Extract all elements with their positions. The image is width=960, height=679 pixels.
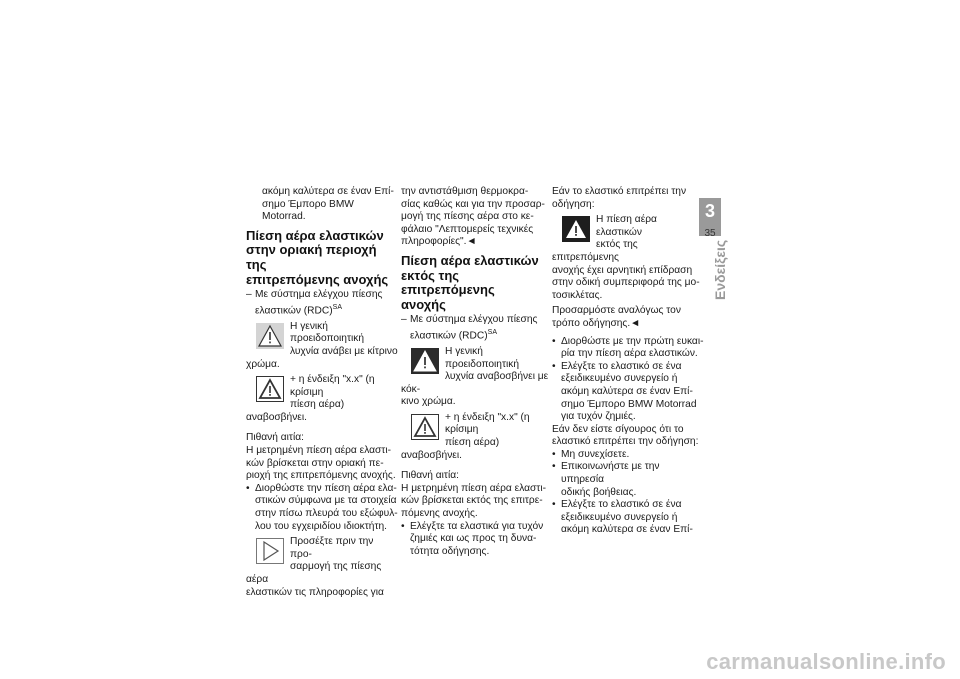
adjust-text: Προσαρμόστε αναλόγως τον τρόπο οδήγησης.◄ (552, 305, 681, 329)
page-number: 35 (704, 228, 716, 239)
tip-note: Προσέξτε πριν την προ- σαρμογή της πίεσης αέρα ελαστικών τις πληροφορίες για (246, 536, 384, 598)
warning-note: Η πίεση αέρα ελαστικών εκτός της επιτρεπόμενης ανοχής έχει αρνητική επίδραση στην οδική συμπεριφορά της μο- τοσικλέτας. (552, 214, 700, 301)
warning-triangle-icon (256, 376, 284, 402)
condition-item: – Με σύστημα ελέγχου πίεσης ελαστικών (RDC)$^{SA}$ (246, 289, 383, 317)
intro-text: ακόμη καλύτερα σε έναν Επί- σημο Έμπορο BMW Motorrad. (262, 186, 394, 223)
warning-triangle-icon (411, 414, 439, 440)
warning-note: + η ένδειξη "x.x" (η κρίσιμη πίεση αέρα) αναβοσβήνει. (401, 411, 530, 461)
chapter-title: Ενδείξεις (712, 239, 728, 300)
list-item: • Μη συνεχίσετε. (552, 448, 630, 460)
condition-item: – Με σύστημα ελέγχου πίεσης ελαστικών (RDC)$^{SA}$ (401, 314, 538, 342)
column-1 (246, 186, 398, 602)
section-heading: Πίεση αέρα ελαστικών στην οριακή περιοχή της επιτρεπόμενης ανοχής (246, 227, 389, 287)
cause-label: Πιθανή αιτία: (246, 432, 304, 444)
warning-note: Η γενική προειδοποιητική λυχνία ανάβει με κίτρινο χρώμα. (246, 320, 398, 370)
column-3 (552, 186, 704, 537)
cause-text: Η μετρημένη πίεση αέρα ελαστι- κών βρίσκεται εκτός της επιτρε- πόμενης ανοχής. (401, 482, 546, 520)
list-item: • Διορθώστε την πίεση αέρα ελα- στικών σύμφωνα με τα στοιχεία στην πίσω πλευρά του εξώφυλ- λου του εγχειριδίου ιδιοκτήτη. (246, 482, 398, 532)
warning-note: + η ένδειξη "x.x" (η κρίσιμη πίεση αέρα) αναβοσβήνει. (246, 374, 375, 423)
warning-note: Η γενική προειδοποιητική λυχνία αναβοσβήνει με κόκ- κινο χρώμα. (401, 345, 549, 408)
list-item: • Ελέγξτε το ελαστικό σε ένα εξειδικευμένο συνεργείο ή ακόμη καλύτερα σε έναν Επί- σημο Έμπορο BMW Motorrad για τυχόν ζημιές. (552, 360, 697, 423)
warning-triangle-icon (562, 216, 590, 242)
cause-label: Πιθανή αιτία: (401, 470, 459, 482)
intro-text: την αντιστάθμιση θερμοκρα- σίας καθώς και για την προσαρ- μογή της πίεσης αέρα στο κε- φάλαιο "Λεπτομερείς τεχνικές πληροφορίες".◄ (401, 186, 545, 248)
chapter-number: 3 (704, 201, 715, 221)
play-arrow-icon (256, 538, 284, 564)
list-item: • Διορθώστε με την πρώτη ευκαι- ρία την πίεση αέρα ελαστικών. (552, 335, 704, 360)
list-item: • Ελέγξτε τα ελαστικά για τυχόν ζημιές και ως προς τη δυνα- τότητα οδήγησης. (401, 520, 544, 557)
section-heading: Πίεση αέρα ελαστικών εκτός της επιτρεπόμενης ανοχής (401, 252, 539, 312)
unsure-text: Εάν δεν είστε σίγουρος ότι το ελαστικό επιτρέπει την οδήγηση: (552, 423, 699, 448)
list-item: • Ελέγξτε το ελαστικό σε ένα εξειδικευμένο συνεργείο ή ακόμη καλύτερα σε έναν Επί- (552, 499, 693, 536)
warning-light-icon (411, 348, 439, 374)
watermark: carmanualsonline.info (706, 649, 946, 674)
cause-text: Η μετρημένη πίεση αέρα ελαστι- κών βρίσκεται στην οριακή πε- ριοχή της επιτρεπόμενης ανοχής. (246, 445, 396, 482)
warning-light-icon (256, 323, 284, 349)
column-2 (401, 186, 553, 558)
intro-text: Εάν το ελαστικό επιτρέπει την οδήγηση: (552, 186, 687, 210)
list-item: • Επικοινωνήστε με την υπηρεσία οδικής βοήθειας. (552, 461, 660, 498)
